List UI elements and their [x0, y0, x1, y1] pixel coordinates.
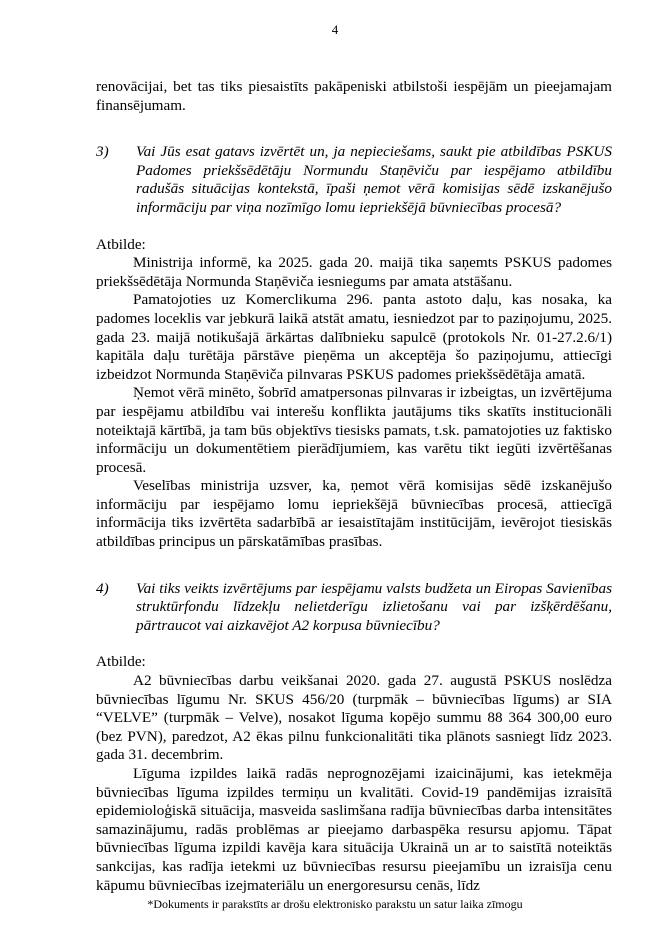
- answer-3-paragraph: Pamatojoties uz Komerclikuma 296. panta astoto daļu, kas nosaka, ka padomes loceklis var jebkurā laikā atstāt amatu, iesniedzot par to paziņojumu, 2025. gada 23. maijā notikušajā ārkārtas dalībnieku sapulcē (protokols Nr. 01-27.2.6/1) kapitāla daļu turētāja pārstāve pieņēma un akceptēja šo paziņojumu, attiecīgi izbeidzot Normunda Staņēviča pilnvaras PSKUS padomes priekšsēdētāja amatā.: [96, 291, 612, 383]
- question-3-number: 3): [96, 143, 109, 161]
- question-3-text: Vai Jūs esat gatavs izvērtēt un, ja nepieciešams, saukt pie atbildības PSKUS Padomes priekšsēdētāju Normundu Staņēviču par iespējamo atbildību radušās situācijas kontekstā, īpaši ņemot vērā komisijas sēdē izskanējušo informāciju par viņa nozīmīgo lomu iepriekšējā būvniecības procesā?: [136, 143, 612, 216]
- answer-3-paragraph: Ņemot vērā minēto, šobrīd amatpersonas pilnvaras ir izbeigtas, un izvērtējuma par iespējamu atbildību vai interešu konflikta jautājums tiks skatīts institucionāli noteiktajā kārtībā, ja tam būs objektīvs tiesisks pamats, t.sk. pamatojoties uz faktisko informāciju un dokumentētiem pierādījumiem, kas varētu tikt iegūti izvērtēšanas procesā.: [96, 384, 612, 476]
- question-4-text: Vai tiks veikts izvērtējums par iespējamu valsts budžeta un Eiropas Savienības struktūrfondu līdzekļu nelietderīgu izlietošanu vai par izšķērdēšanu, pārtraucot vai aizkavējot A2 korpusa būvniecību?: [136, 579, 612, 634]
- signature-footnote: *Dokuments ir parakstīts ar drošu elektronisko parakstu un satur laika zīmogu: [147, 897, 523, 911]
- intro-continuation: renovācijai, bet tas tiks piesaistīts pakāpeniski atbilstoši iespējām un pieejamajam finansējumam.: [96, 78, 612, 114]
- question-3: [96, 143, 612, 217]
- question-4: [96, 580, 612, 636]
- document-body: [96, 78, 612, 895]
- answer-3-paragraph: Ministrija informē, ka 2025. gada 20. maijā tika saņemts PSKUS padomes priekšsēdētāja Normunda Staņēviča iesniegums par amata atstāšanu.: [96, 254, 612, 290]
- page-number: 4: [331, 22, 339, 37]
- answer-3-paragraph: Veselības ministrija uzsver, ka, ņemot vērā komisijas sēdē izskanējušo informāciju par iespējamo lomu iepriekšējā būvniecības procesā, attiecīgā informācija tiks izvērtēta sadarbībā ar iesaistītajām institūcijām, ievērojot tiesiskās atbildības principus un pārskatāmības prasības.: [96, 477, 612, 551]
- question-4-number: 4): [96, 579, 109, 597]
- answer-4-paragraph: A2 būvniecības darbu veikšanai 2020. gada 27. augustā PSKUS noslēdza būvniecības līgumu Nr. SKUS 456/20 (turpmāk – būvniecības līgums) ar SIA “VELVE” (turpmāk – Velve), nosakot līguma kopējo summu 88 364 300,00 euro (bez PVN), paredzot, A2 ēkas pilnu funkcionalitāti tika plānots sasniegt līdz 2023. gada 31. decembrim.: [96, 672, 612, 764]
- answer-4-paragraph: Līguma izpildes laikā radās neprognozējami izaicinājumi, kas ietekmēja būvniecības līguma izpildes termiņu un kvalitāti. Covid-19 pandēmijas izraisītā epidemioloģiskā situācija, masveida saslimšana radīja būvniecības darba intensitātes samazinājumu, radās problēmas ar pieejamo darbaspēka resursu apjomu. Tāpat būvniecības līguma izpildi kavēja kara situācija Ukrainā un ar to saistītā noteiktās sankcijas, kas radīja ietekmi uz būvniecības resursu pieejamību un izraisīja cenu kāpumu būvniecības izejmateriālu un energoresursu cenās, līdz: [96, 765, 612, 894]
- answer-3-label: Atbilde:: [96, 235, 146, 253]
- answer-4-label: Atbilde:: [96, 653, 146, 671]
